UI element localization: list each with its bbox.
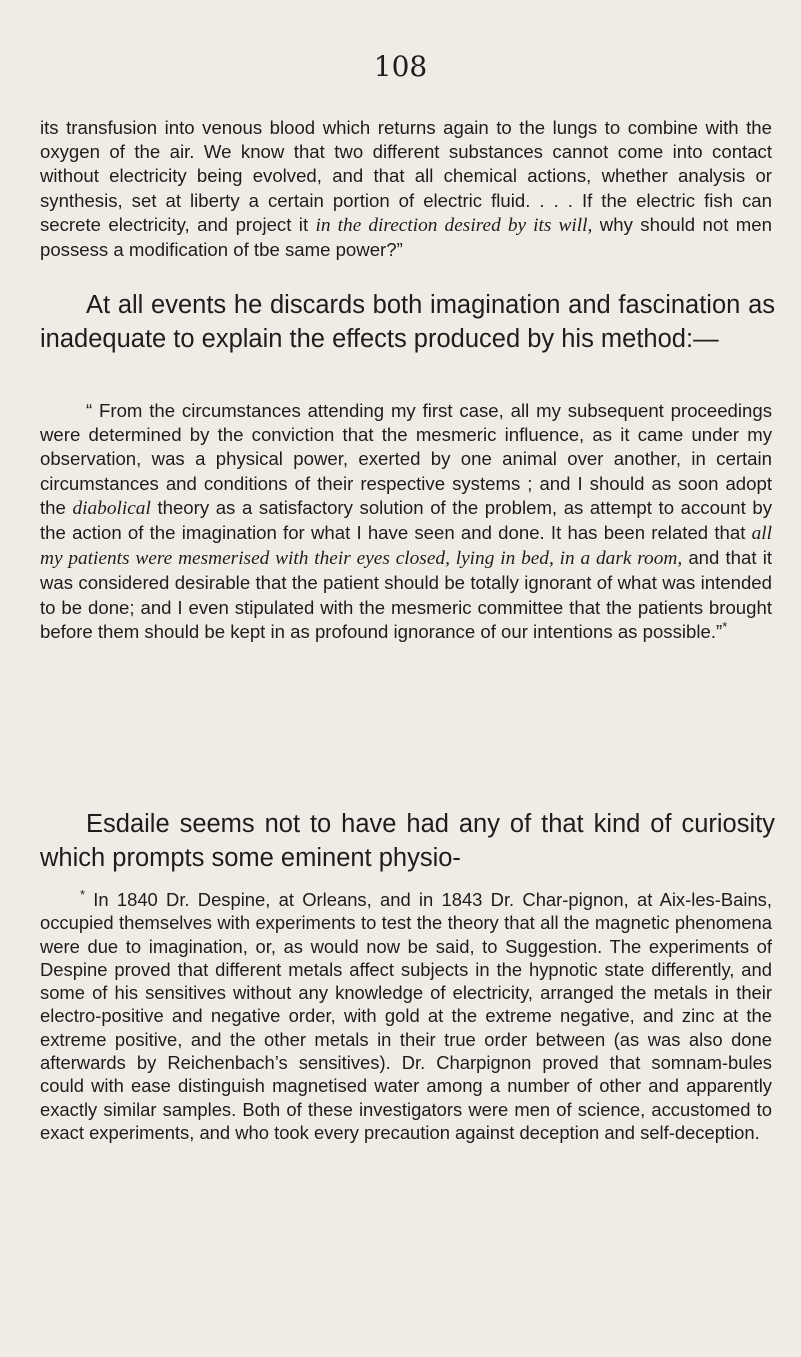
paragraph-text: “ From the circumstances attending my first case, all my subsequent proceedings were determined by the conviction that the mesmeric influence, as it came under my observation, was a physical power, exerted by one animal over another, in certain circumstances and conditions of their respective systems ; and I should as soon adopt the — [40, 400, 772, 518]
footnote-marker: * — [80, 886, 86, 902]
paragraph-text: and that it was considered desirable that the patient should be totally ignorant of what was intended to be done; and I even stipulated with the mesmeric committee that the patients brought before them should be kept in as profound ignorance of our intentions as possible.” — [40, 547, 772, 642]
footnote-reference: * — [722, 618, 728, 634]
page-number: 108 — [373, 50, 428, 83]
paragraph-quote-esdaile — [40, 399, 772, 644]
paragraph-esdaile-curiosity: Esdaile seems not to have had any of that kind of curiosity which prompts some eminent physio- — [40, 810, 775, 872]
paragraph-discards: At all events he discards both imagination and fascination as inadequate to explain the effects produced by his method:— — [40, 291, 775, 353]
paragraph-text: theory as a satisfactory solution of the problem, as attempt to account by the action of the imagination for what I have seen and done. It has been related that — [40, 496, 773, 544]
paragraph-text: its transfusion into venous blood which returns again to the lungs to combine with the oxygen of the air. We know that two different substances cannot come into contact without electricity being evolved, and that all chemical actions, whether analysis or synthesis, set at liberty a certain portion of electric fluid. . . . If the electric fish can secrete electricity, and project it — [40, 117, 772, 235]
footnote-text: In 1840 Dr. Despine, at Orleans, and in 1843 Dr. Char-pignon, at Aix-les-Bains, occupied themselves with experiments to test the theory that all the magnetic phenomena were due to imagination, or, as would now be said, to Suggestion. The experiments of Despine proved that different metals affect subjects in the hypnotic state differently, and some of his sensitives without any knowledge of electricity, arranged the metals in their electro-positive and negative order, with gold at the extreme negative, and zinc at the extreme positive, and the other metals in their true order between (as was also done afterwards by Reichenbach’s sensitives). Dr. Charpignon proved that somnam-bules could with ease distinguish magnetised water among a number of other and apparently exactly similar samples. Both of these investigators were men of science, accustomed to exact experiments, and who took every precaution against deception and self-deception. — [40, 889, 772, 1143]
footnote — [40, 888, 772, 1144]
paragraph-text: why should not men possess a modification of tbe same power?” — [40, 213, 772, 261]
italic-phrase: in the direction desired by its will, — [315, 214, 593, 236]
italic-phrase: all my patients were mesmerised with their eyes closed, lying in bed, in a dark room, — [40, 523, 772, 570]
italic-word: diabolical — [72, 497, 151, 519]
paragraph-quote-continuation — [40, 116, 772, 262]
